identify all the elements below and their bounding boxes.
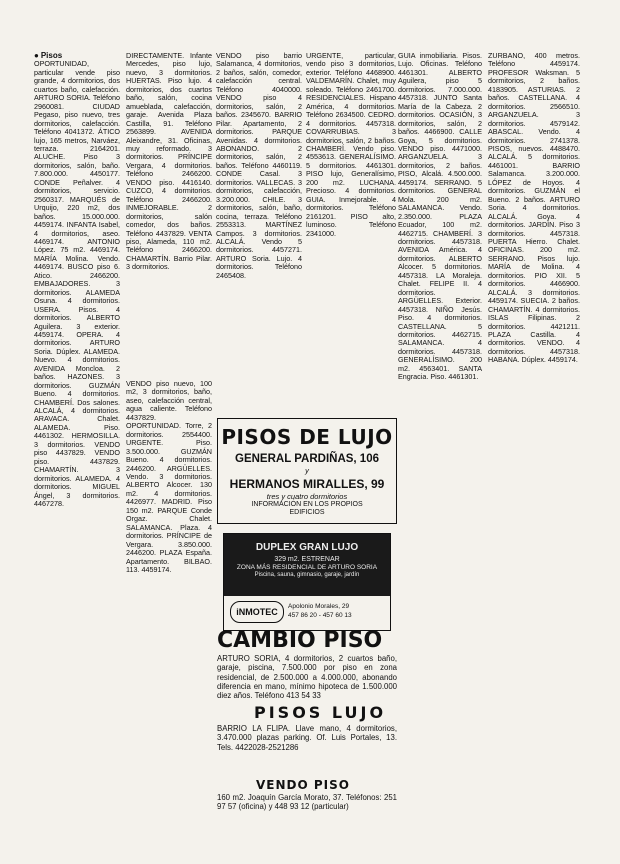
ad-line-3: tres y cuatro dormitorios	[266, 492, 348, 501]
ad-title: PISOS DE LUJO	[221, 425, 393, 449]
inmotec-logo: iNMOTEC	[230, 601, 284, 623]
column-4-text: URGENTE, particular, vendo piso 3 dormitorios, exterior. Teléfono 4468900. VALDEMARÍN. Chalet, muy soleado. Teléfono 2461700. RESIDENCIALES. Hispano América, 4 dormitorios. Teléfono 2634500. CEDRO. 4 dormitorios. 4457318. COVARRUBIAS. 3 dormitorios, salón, 2 baños. CHAMBERÍ. Vendo piso. 4553613. GENERALÍSIMO. 5 dormitorios. 4461301. PISO lujo, Generalísimo, 200 m2. LUCHANA. Precioso. 4 dormitorios. GUIA. Inmejorable. 4 dormitorios. Teléfono 2161201. PISO alto, luminoso. Teléfono 2341000.	[306, 52, 396, 238]
duplex-address	[288, 602, 352, 620]
duplex-title: DUPLEX GRAN LUJO	[255, 542, 359, 553]
column-6	[488, 52, 580, 828]
column-1	[34, 52, 120, 828]
column-2-text: DIRECTAMENTE. Infante Mercedes, piso lujo, nuevo, 3 dormitorios. HUERTAS. Piso lujo. 4 dormitorios, dos cuartos baño, salón, cocina amueblada, calefacción, garaje. Avenida Plaza Castilla, 91. Teléfono 2563899. AVENIDA Aleixandre, 31. Oficinas, muy reformado. 3 dormitorios. PRÍNCIPE Vergara, 4 dormitorios. Teléfono 2466200. VENDO piso. 4416140. CUZCO, 4 dormitorios. Teléfono 2466200. INMEJORABLE. 2 dormitorios, salón comedor, dos baños. Teléfono 4437829. VENTA piso, Alameda, 110 m2. Teléfono 2466200. CHAMARTÍN. Barrio Pilar. 3 dormitorios.	[126, 52, 212, 272]
cambio-piso-text: ARTURO SORIA, 4 dormitorios, 2 cuartos baño, garaje, piscina, 7.500.000 por piso en zona residencial, de 2.500.000 a 4.000.000, abonando diferencia en mano, mínimo hipoteca de 1.500.000 diez años. Teléfono 413 54 33	[217, 654, 397, 701]
duplex-ad	[223, 533, 391, 631]
ad-line-5: EDIFICIOS	[289, 509, 325, 516]
duplex-address-line-1: Apolonio Morales, 29	[288, 603, 350, 610]
column-5	[398, 52, 482, 828]
ad-line-4: INFORMACIÓN EN LOS PROPIOS	[251, 501, 363, 508]
cambio-piso-title: CAMBIO PISO	[217, 628, 383, 653]
section-title: Pisos	[40, 52, 63, 60]
pisos-de-lujo-ad	[217, 418, 397, 524]
vendo-piso-title: VENDO PISO	[256, 778, 350, 792]
duplex-line-3: Piscina, sauna, gimnasio, garaje, jardín	[254, 572, 360, 578]
column-2	[126, 52, 212, 382]
duplex-line-2: ZONA MÁS RESIDENCIAL DE ARTURO SORIA	[236, 564, 378, 571]
column-6-text: ZURBANO, 400 metros. Teléfono 4459174. PROFESOR Waksman. 5 dormitorios, 2 baños. 4183905. ASTURIAS. 2 baños. CASTELLANA. 4 dormitorios. 2566510. ARGANZUELA. 3 dormitorios. 4579142. ABASCAL. Vendo. 4 dormitorios. 2741378. PISOS, nuevos. 4488470. ALCALÁ. 5 dormitorios. 4461001. BARRIO Salamanca. 3.200.000. LÓPEZ de Hoyos. 4 dormitorios. GUZMÁN el Bueno. 2 baños. ARTURO Soria. 4 dormitorios. ALCALÁ. Goya. 4 dormitorios. JARDÍN. Piso 3 dormitorios. 4457318. PUERTA Hierro. Chalet. OFICINAS. 200 m2. SERRANO. Pisos lujo. MARÍA de Molina. 4 dormitorios. PIO XII. 5 dormitorios. 4466900. ALCALÁ. 3 dormitorios. 4459174. SUECIA. 2 baños. CHAMARTÍN. 4 dormitorios. ISLAS Filipinas. 2 dormitorios. 4421211. PLAZA Castilla. 4 dormitorios. VENDO. 4 dormitorios. 4457318. HABANA. Dúplex. 4459174.	[488, 52, 580, 365]
duplex-banner	[224, 534, 390, 596]
duplex-line-1: 329 m2. ESTRENAR	[274, 556, 340, 563]
duplex-phones: 457 86 20 - 457 60 13	[288, 612, 352, 619]
bullet-icon: ●	[34, 52, 39, 60]
ad-and: y	[305, 466, 309, 475]
column-2-lower	[126, 380, 212, 692]
column-3-text: VENDO piso barrio Salamanca, 4 dormitorios, 2 baños, salón, comedor, calefacción central. Teléfono 4040000. VENDO piso 4 dormitorios, salón, 2 baños. 2345670. BARRIO Pilar. Apartamento, 2 dormitorios. PARQUE Avenidas. 4 dormitorios. ABONANDO. 2 dormitorios, salón, 2 baños. Teléfono 4460119. CONDE Casal. 3 dormitorios. VALLECAS. 3 dormitorios, calefacción, 3.200.000. CHILE. 3 dormitorios, salón, baño, cocina, terraza. Teléfono 2553313. MARTÍNEZ Campos. 3 dormitorios. ALCALÁ. Vendo 5 dormitorios. 4457271. ARTURO Soria. Lujo. 4 dormitorios. Teléfono 2465408.	[216, 52, 302, 280]
ad-line-1: GENERAL PARDIÑAS, 106	[235, 453, 379, 465]
duplex-footer	[224, 596, 390, 628]
pisos-lujo-text: BARRIO LA FLIPA. Llave mano, 4 dormitorios, 3.470.000 plazas parking. Of. Luis Portales, 13. Tels. 4422028-2521286	[217, 724, 397, 752]
pisos-lujo-title: PISOS LUJO	[254, 703, 387, 722]
column-1-text: OPORTUNIDAD, particular vende piso grande, 4 dormitorios, dos cuartos baño, calefacción. ARTURO SORIA. Teléfono 2960081. CIUDAD Pegaso, piso nuevo, tres dormitorios, calefacción. Teléfono 4041372. ÁTICO lujo, 165 metros, Narváez, terraza. 2164201. ALUCHE. Piso 3 dormitorios, salón, baño. 7.800.000. 4450177. CONDE Peñalver. 4 dormitorios, servicio. 2560317. MARQUÉS de Urquijo, 220 m2, dos baños. 15.000.000. 4459174. INFANTA Isabel, 4 dormitorios, aseo. 4469174. ANTONIO López. 75 m2. 4469174. MARÍA Molina. Vendo. 4469174. BUSCO piso 6. Atico. 2466200. EMBAJADORES. 3 dormitorios. ALAMEDA Osuna. 4 dormitorios. USERA. Pisos. 4 dormitorios. ALBERTO Aguilera. 3 exterior. 4459174. OPERA. 4 dormitorios. ARTURO Soria. Dúplex. ALAMEDA. Nuevo. 4 dormitorios. AVENIDA Moncloa. 2 baños. HAZONES. 3 dormitorios. GUZMÁN Bueno. 4 dormitorios. CHAMBERÍ. Dos salones. ALCALÁ, 4 dormitorios. ARAVACA. Chalet. ALAMEDA. Piso. 4461302. HERMOSILLA. 3 dormitorios. VENDO piso 4437829. VENDO piso. 4437829. CHAMARTÍN. 3 dormitorios. ALAMEDA. 4 dormitorios. MIGUEL Ángel, 3 dormitorios. 4467278.	[34, 59, 120, 509]
column-5-text: GUIA inmobiliaria. Pisos. Lujo. Oficinas. Teléfono 4461301. ALBERTO Aguilera, piso 5 dormitorios. 7.000.000. 4457318. JUNTO Santa María de la Cabeza. 2 dormitorios. OCASIÓN, 3 dormitorios, salón, 2 baños. 4466900. CALLE Goya, 5 dormitorios. VENDO piso. 4471000. ARGANZUELA. 3 dormitorios, 2 baños. PISO, Alcalá. 4.500.000. 4459174. SERRANO. 5 dormitorios. GENERAL Mola. 200 m2. SALAMANCA. Vendo. 2.350.000. PLAZA Ecuador, 100 m2. 4462715. CHAMBERÍ. 3 dormitorios. 4457318. AVENIDA América. 4 dormitorios. ALBERTO Alcocer. 5 dormitorios. 4457318. LA Moraleja. Chalet. FELIPE II. 4 dormitorios. ARGÜELLES. Exterior. 4457318. NIÑO Jesús. Piso. 4 dormitorios. CASTELLANA. 5 dormitorios. 4462715. SALAMANCA. 4 dormitorios. 4457318. GENERALÍSIMO. 200 m2. 4563401. SANTA Engracia. Piso. 4461301.	[398, 52, 482, 382]
column-2-lower-text: VENDO piso nuevo, 100 m2, 3 dormitorios, baño, aseo, calefacción central, agua caliente. Teléfono 4437829. OPORTUNIDAD. Torre, 2 dormitorios. 2554400. URGENTE. Piso. 3.500.000. GUZMÁN Bueno. 4 dormitorios. 2446200. ARGÜELLES. Vendo. 3 dormitorios. ALBERTO Alcocer. 130 m2. 4 dormitorios. 4426977. MADRID. Piso 150 m2. PARQUE Conde Orgaz. Chalet. SALAMANCA. Plaza. 4 dormitorios. PRÍNCIPE de Vergara. 3.850.000. 2446200. PLAZA España. Apartamento. BILBAO. 113. 4459174.	[126, 380, 212, 574]
column-4	[306, 52, 396, 414]
vendo-piso-text: 160 m2. Joaquín García Morato, 37. Teléfonos: 251 97 57 (oficina) y 448 93 12 (particular)	[217, 793, 397, 812]
column-3	[216, 52, 302, 414]
ad-line-2: HERMANOS MIRALLES, 99	[229, 477, 385, 491]
